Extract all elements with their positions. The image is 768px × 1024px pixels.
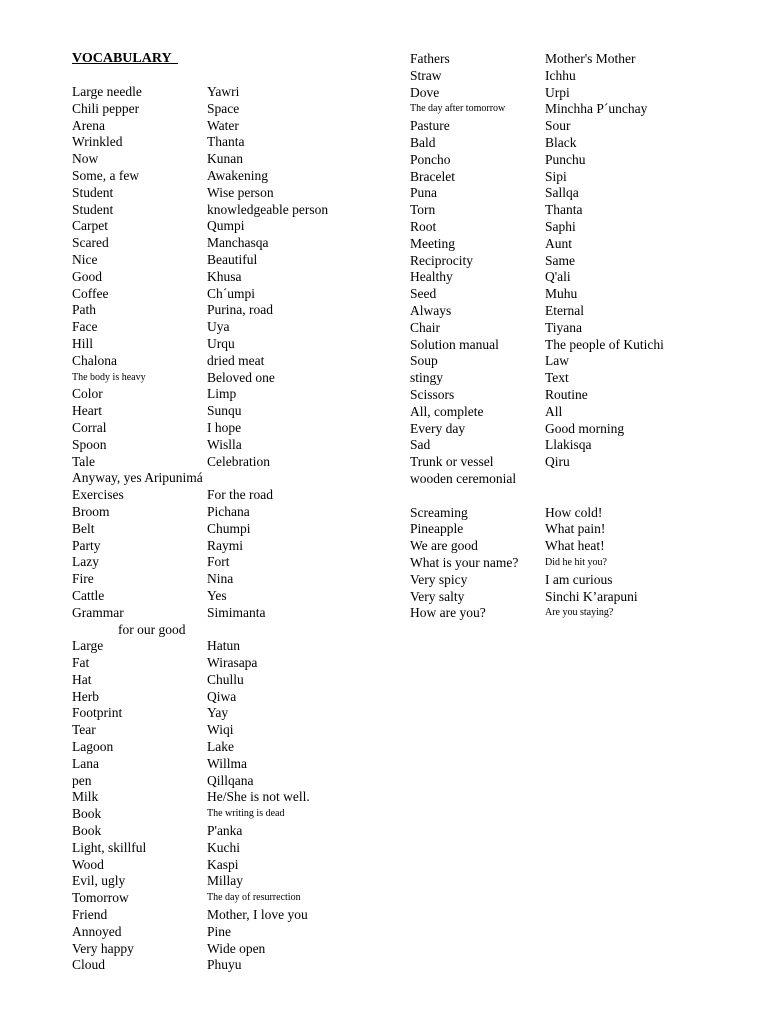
right-english-column	[410, 51, 518, 622]
vocab-entry: Chalona	[72, 352, 117, 368]
vocab-entry: Bracelet	[410, 168, 455, 184]
page-title: VOCABULARY	[72, 51, 179, 66]
vocab-entry: Dove	[410, 84, 440, 100]
vocab-entry: Large	[72, 638, 104, 654]
vocab-entry: Space	[207, 100, 240, 116]
vocab-entry: What heat!	[545, 538, 605, 554]
vocab-entry: All	[545, 403, 563, 419]
vocab-entry: Muhu	[545, 286, 578, 302]
vocab-entry: Friend	[72, 907, 108, 923]
vocab-entry: Cattle	[72, 587, 105, 603]
vocab-entry: Nina	[207, 571, 234, 587]
left-quechua-column	[207, 84, 328, 974]
vocab-entry: Cloud	[72, 957, 106, 973]
vocab-entry: Wide open	[207, 940, 266, 956]
vocab-entry: stingy	[410, 370, 444, 386]
left-english-column	[72, 84, 203, 974]
vocab-entry: Scissors	[410, 386, 455, 402]
vocab-entry: Urqu	[207, 335, 235, 351]
vocab-entry: Fort	[207, 554, 230, 570]
vocab-entry: Face	[72, 319, 98, 335]
vocab-entry: Root	[410, 218, 437, 234]
vocab-entry: Water	[207, 117, 239, 133]
vocab-entry: Lazy	[72, 554, 99, 570]
vocab-entry: Willma	[207, 755, 247, 771]
vocab-entry: Chair	[410, 319, 440, 335]
vocab-entry: Qillqana	[207, 772, 254, 788]
vocab-entry: Now	[72, 151, 99, 167]
vocab-entry	[207, 622, 328, 639]
vocab-entry: Spoon	[72, 436, 107, 452]
vocab-entry: Tale	[72, 453, 96, 469]
vocab-entry: Hill	[72, 335, 94, 351]
vocab-entry: Fat	[72, 655, 90, 671]
vocab-entry: Carpet	[72, 218, 108, 234]
vocab-entry: Corral	[72, 419, 107, 435]
vocab-entry: We are good	[410, 538, 478, 554]
vocab-entry: Purina, road	[207, 302, 273, 318]
vocab-entry: Party	[72, 537, 101, 553]
vocab-entry: Did he hit you?	[545, 556, 607, 568]
vocab-entry: Yay	[207, 705, 229, 721]
vocab-entry: Good morning	[545, 420, 625, 436]
vocab-entry: Anyway, yes Aripunimá	[72, 470, 203, 486]
vocab-entry: For the road	[207, 487, 273, 503]
vocab-entry: Scared	[72, 235, 109, 251]
vocab-entry: Heart	[72, 403, 102, 419]
vocab-entry: Very salty	[410, 588, 465, 604]
vocab-entry: Mother's Mother	[545, 51, 636, 66]
vocab-entry: Ichhu	[545, 67, 576, 83]
vocab-entry: Good	[72, 268, 102, 284]
vocab-entry: Kaspi	[207, 856, 239, 872]
vocab-entry: Thanta	[545, 202, 583, 218]
vocab-entry	[545, 488, 664, 505]
vocab-entry: Soup	[410, 353, 438, 369]
vocab-entry: Very happy	[72, 940, 134, 956]
vocab-entry: The people of Kutichi	[545, 336, 664, 352]
vocab-entry: Manchasqa	[207, 235, 269, 251]
vocab-entry: Evil, ugly	[72, 873, 126, 889]
vocab-entry: Sallqa	[545, 185, 579, 201]
vocab-entry: Straw	[410, 67, 442, 83]
vocab-entry: Student	[72, 184, 114, 200]
vocab-entry: Kunan	[207, 151, 243, 167]
vocab-entry: Coffee	[72, 285, 109, 301]
vocab-entry: Minchha P´unchay	[545, 101, 648, 117]
vocab-entry: The day of resurrection	[207, 892, 301, 904]
vocab-entry: Large needle	[72, 84, 142, 99]
vocab-entry: Saphi	[545, 218, 576, 234]
vocab-entry: Law	[545, 353, 569, 369]
vocab-entry: Text	[545, 370, 569, 386]
vocab-entry: Tomorrow	[72, 890, 129, 906]
vocab-entry: Phuyu	[207, 957, 242, 973]
vocab-entry: Hatun	[207, 638, 240, 654]
vocab-entry: Eternal	[545, 302, 584, 318]
vocab-entry: All, complete	[410, 403, 484, 419]
vocab-entry	[207, 470, 328, 487]
vocab-entry: Sunqu	[207, 403, 242, 419]
vocab-entry: Aunt	[545, 235, 572, 251]
vocab-entry: Wise person	[207, 184, 274, 200]
vocab-entry: Black	[545, 134, 577, 150]
vocab-entry: Solution manual	[410, 336, 499, 352]
vocab-entry: Uya	[207, 319, 230, 335]
vocab-entry: Lana	[72, 755, 99, 771]
vocab-entry: The day after tomorrow	[410, 103, 506, 115]
vocab-entry: Sour	[545, 118, 571, 134]
vocab-entry: How are you?	[410, 605, 486, 621]
vocab-entry: Reciprocity	[410, 252, 473, 268]
vocab-entry: I hope	[207, 419, 242, 435]
vocab-entry: The writing is dead	[207, 808, 285, 820]
vocab-entry: Fathers	[410, 51, 450, 66]
vocab-entry: Tear	[72, 722, 96, 738]
vocab-entry: Meeting	[410, 235, 455, 251]
vocab-entry: Yes	[207, 587, 227, 603]
vocab-entry: Raymi	[207, 537, 243, 553]
vocab-entry: Seed	[410, 286, 437, 302]
vocab-entry: Punchu	[545, 151, 586, 167]
vocab-entry: Trunk or vessel	[410, 454, 494, 470]
vocab-entry: Herb	[72, 688, 99, 704]
vocab-entry: P'anka	[207, 823, 243, 839]
vocab-entry: Chullu	[207, 671, 244, 687]
vocab-entry: Are you staying?	[545, 607, 614, 619]
vocab-entry: Nice	[72, 251, 98, 267]
vocab-entry: Beautiful	[207, 251, 258, 267]
vocab-entry: Footprint	[72, 705, 123, 721]
vocab-entry: Fire	[72, 571, 94, 587]
vocab-entry: Bald	[410, 134, 436, 150]
vocab-entry: Sad	[410, 437, 431, 453]
vocab-entry: Annoyed	[72, 923, 122, 939]
vocab-entry: Always	[410, 302, 452, 318]
vocab-entry: wooden ceremonial	[410, 470, 517, 486]
vocab-entry: Khusa	[207, 268, 242, 284]
vocab-entry: Hat	[72, 671, 92, 687]
vocab-entry: Screaming	[410, 504, 468, 520]
vocab-entry: Beloved one	[207, 369, 275, 385]
vocab-entry: Wislla	[207, 436, 242, 452]
vocab-entry: He/She is not well.	[207, 789, 310, 805]
vocab-entry: Same	[545, 252, 575, 268]
vocab-entry: Book	[72, 823, 102, 839]
vocab-entry: What is your name?	[410, 554, 519, 570]
vocab-entry: Routine	[545, 386, 588, 402]
vocab-entry: Qumpi	[207, 218, 245, 234]
vocab-entry: Arena	[72, 117, 105, 133]
vocab-entry: Pineapple	[410, 521, 464, 537]
vocab-entry: Tiyana	[545, 319, 583, 335]
vocab-entry: Wirasapa	[207, 655, 258, 671]
vocab-entry: Healthy	[410, 269, 453, 285]
vocab-entry: pen	[72, 772, 92, 788]
vocab-entry: Exercises	[72, 487, 124, 503]
vocab-entry: Limp	[207, 386, 237, 402]
vocab-entry: dried meat	[207, 352, 265, 368]
vocab-entry: Yawri	[207, 84, 240, 99]
vocab-entry: Millay	[207, 873, 243, 889]
vocab-entry: How cold!	[545, 504, 603, 520]
vocab-entry: Qiwa	[207, 688, 237, 704]
vocab-entry: I am curious	[545, 571, 613, 587]
vocab-entry: Sinchi K’arapuni	[545, 588, 638, 604]
vocab-entry: for our good	[118, 621, 186, 637]
vocab-entry: Lake	[207, 739, 234, 755]
vocab-entry: Llakisqa	[545, 437, 592, 453]
vocab-entry: Milk	[72, 789, 99, 805]
vocab-entry: Lagoon	[72, 739, 114, 755]
vocab-entry: Grammar	[72, 604, 124, 620]
vocab-entry: Light, skillful	[72, 839, 147, 855]
vocab-entry: Pasture	[410, 118, 450, 134]
vocab-entry: Torn	[410, 202, 436, 218]
vocab-entry	[545, 471, 664, 488]
vocab-entry: Wrinkled	[72, 134, 123, 150]
vocab-entry: Every day	[410, 420, 466, 436]
vocab-entry: What pain!	[545, 521, 606, 537]
vocab-entry: The body is heavy	[72, 371, 146, 383]
vocab-entry: Thanta	[207, 134, 245, 150]
vocab-entry: Q'ali	[545, 269, 571, 285]
vocab-entry: knowledgeable person	[207, 201, 329, 217]
vocab-entry: Puna	[410, 185, 437, 201]
vocab-entry: Student	[72, 201, 114, 217]
vocab-entry: Mother, I love you	[207, 907, 308, 923]
vocab-entry: Poncho	[410, 151, 451, 167]
vocab-entry: Pichana	[207, 503, 250, 519]
vocab-entry	[410, 488, 518, 505]
vocab-entry: Book	[72, 806, 102, 822]
vocab-entry: Urpi	[545, 84, 570, 100]
vocab-entry: Celebration	[207, 453, 270, 469]
vocab-entry: Very spicy	[410, 571, 468, 587]
vocab-entry: Some, a few	[72, 167, 140, 183]
vocab-entry: Wood	[72, 856, 104, 872]
vocab-entry: Sipi	[545, 168, 567, 184]
right-quechua-column	[545, 51, 664, 622]
vocab-entry: Chumpi	[207, 520, 251, 536]
vocab-entry: Kuchi	[207, 839, 240, 855]
vocab-entry: Belt	[72, 520, 95, 536]
vocab-entry: Awakening	[207, 167, 268, 183]
vocab-entry: Path	[72, 302, 97, 318]
vocab-entry: Broom	[72, 503, 110, 519]
vocab-entry: Color	[72, 386, 103, 402]
vocab-entry: Chili pepper	[72, 100, 140, 116]
vocab-entry: Pine	[207, 923, 232, 939]
vocab-entry: Qiru	[545, 454, 570, 470]
vocab-entry: Wiqi	[207, 722, 234, 738]
vocab-entry: Simimanta	[207, 604, 266, 620]
vocab-entry: Ch´umpi	[207, 285, 256, 301]
